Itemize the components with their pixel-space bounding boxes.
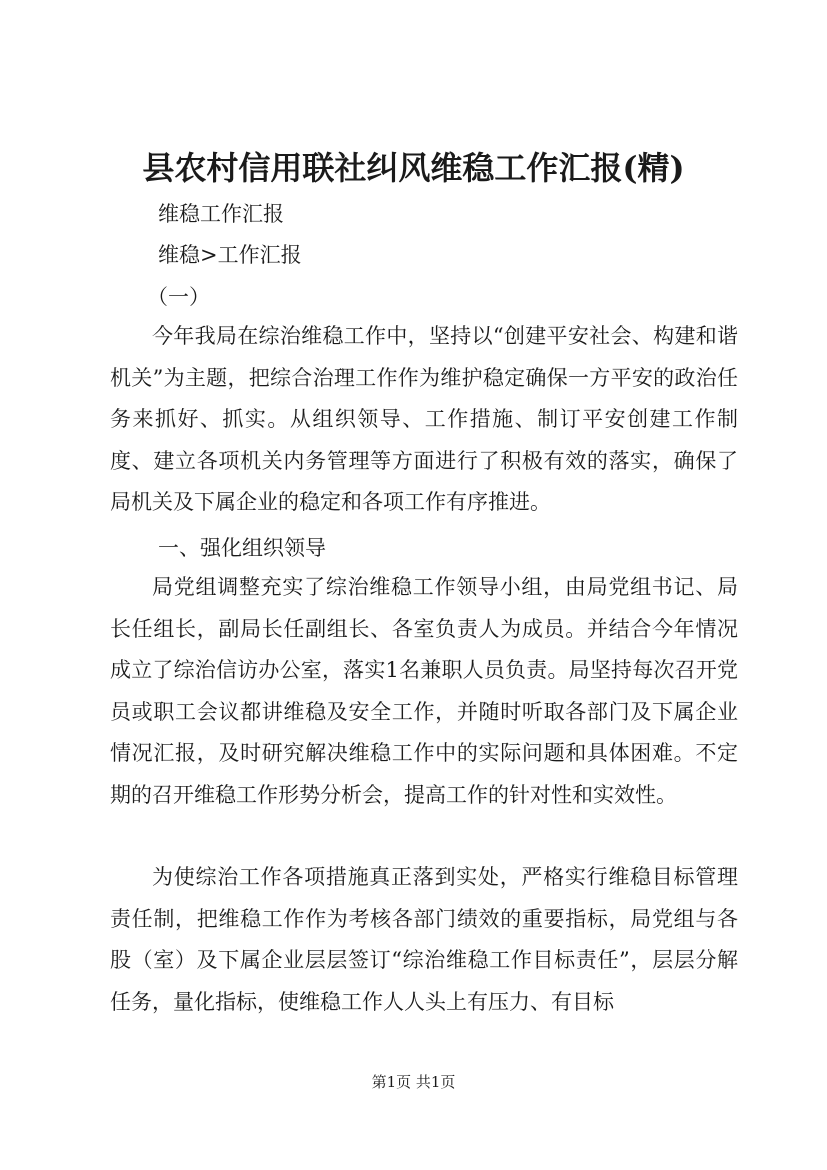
page-footer: 第1页 共1页 <box>371 1073 456 1091</box>
subheading-work-report: 维稳工作汇报 <box>158 202 284 226</box>
section-marker: （一） <box>147 285 210 309</box>
paragraph-organization: 局党组调整充实了综治维稳工作领导小组，由局党组书记、局长任组长，副局长任副组长、各室负责人为成员。并结合今年情况成立了综治信访办公室，落实1名兼职人员负责。局坚持每次召开党员或职工会议都讲维稳及安全工作，并随时听取各部门及下属企业情况汇报，及时研究解决维稳工作中的实际问题和具体困难。不定期的召开维稳工作形势分析会，提高工作的针对性和实效性。 <box>110 575 738 807</box>
paragraph-responsibility: 为使综治工作各项措施真正落到实处，严格实行维稳目标管理责任制，把维稳工作作为考核各部门绩效的重要指标，局党组与各股（室）及下属企业层层签订“综治维稳工作目标责任”，层层分解任务，量化指标，使维稳工作人人头上有压力、有目标 <box>110 865 738 1014</box>
section-heading-organization: 一、强化组织领导 <box>158 536 326 560</box>
document-title: 县农村信用联社纠风维稳工作汇报(精) <box>142 149 685 187</box>
subheading-stability-work-report: 维稳>工作汇报 <box>158 243 302 267</box>
paragraph-intro: 今年我局在综治维稳工作中，坚持以“创建平安社会、构建和谐机关”为主题，把综合治理工作作为维护稳定确保一方平安的政治任务来抓好、抓实。从组织领导、工作措施、制订平安创建工作制度、建立各项机关内务管理等方面进行了积极有效的落实，确保了局机关及下属企业的稳定和各项工作有序推进。 <box>110 324 738 515</box>
